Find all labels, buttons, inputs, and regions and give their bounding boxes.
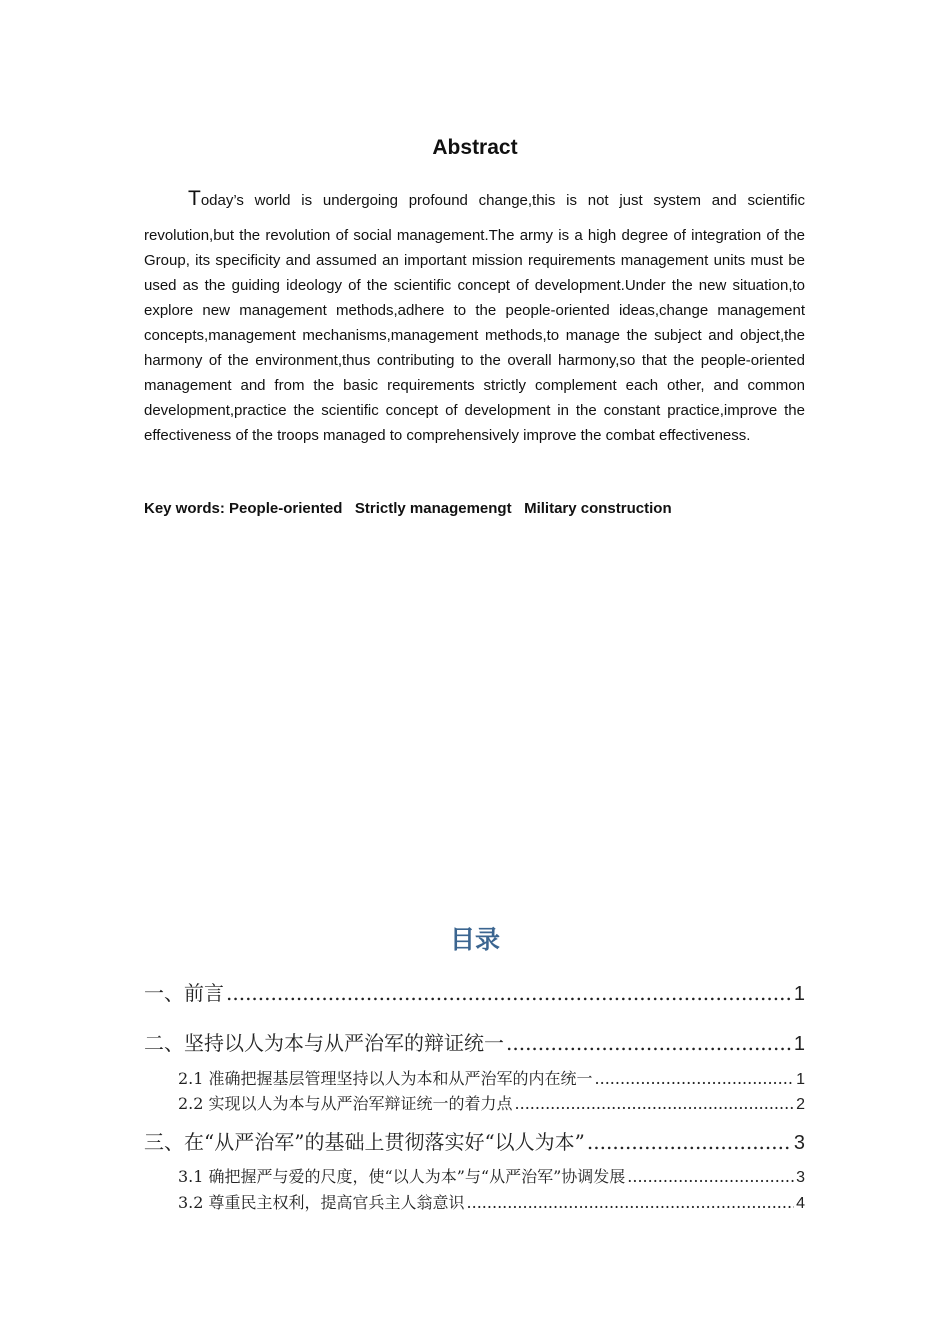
toc-leader-dots <box>467 1193 795 1212</box>
toc-entry-section-2-2[interactable] <box>178 1091 805 1114</box>
toc-leader-dots <box>506 1031 792 1055</box>
toc-title: 目录 <box>449 925 500 954</box>
toc-page-number: 4 <box>796 1195 805 1212</box>
toc-leader-dots <box>587 1130 792 1154</box>
toc-entry-section-2[interactable] <box>144 1027 805 1056</box>
abstract-first-line <box>144 186 805 213</box>
abstract-title: Abstract <box>432 136 518 159</box>
toc-page-number: 1 <box>796 1071 805 1088</box>
toc-entry-text: 3.2 尊重民主权利，提高官兵主人翁意识 <box>178 1193 465 1212</box>
toc-entry-section-3-1[interactable] <box>178 1164 805 1187</box>
toc-entry-preface[interactable] <box>144 977 805 1006</box>
keywords: Key words: People-oriented Strictly managemengt Military construction <box>144 500 672 517</box>
toc-leader-dots <box>627 1167 794 1186</box>
toc-entry-text: 2.2 实现以人为本与从严治军辩证统一的着力点 <box>178 1094 513 1113</box>
toc-entry-text: 一、前言 <box>144 981 224 1005</box>
toc-page-number: 2 <box>796 1096 805 1113</box>
toc-entry-text: 二、坚持以人为本与从严治军的辩证统一 <box>144 1031 504 1055</box>
toc-page-number: 3 <box>793 1132 805 1154</box>
toc-page-number: 3 <box>796 1169 805 1186</box>
abstract-drop-letter: T <box>188 187 201 210</box>
abstract-body <box>144 186 805 448</box>
toc-page-number: 1 <box>793 1033 805 1055</box>
toc-entry-text: 3.1 确把握严与爱的尺度，使“以人为本”与“从严治军”协调发展 <box>178 1167 626 1186</box>
toc-entry-section-2-1[interactable] <box>178 1066 805 1089</box>
toc-entry-text: 三、在“从严治军”的基础上贯彻落实好“以人为本” <box>144 1130 585 1154</box>
toc-entry-section-3[interactable] <box>144 1126 805 1155</box>
abstract-first-line-text: oday’s world is undergoing profound change,this is not just system and scientific <box>200 192 805 209</box>
abstract-paragraph: revolution,but the revolution of social management.The army is a high degree of integration of the Group, its specificity and assumed an important mission requirements management units must be used as the guiding ideology of the scientific concept of development.Under the new situation,to explore new management methods,adhere to the people-oriented ideas,change management concepts,management mechanisms,management methods,to manage the subject and object,the harmony of the environment,thus contributing to the overall harmony,so that the people-oriented management and from the basic requirements strictly complement each other, and common development,practice the scientific concept of development in the constant practice,improve the effectiveness of the troops managed to comprehensively improve the combat effectiveness. <box>144 227 805 444</box>
toc-entry-text: 2.1 准确把握基层管理坚持以人为本和从严治军的内在统一 <box>178 1069 593 1088</box>
toc-leader-dots <box>515 1094 795 1113</box>
toc-leader-dots <box>595 1069 795 1088</box>
toc-entry-section-3-2[interactable] <box>178 1190 805 1213</box>
toc-page-number: 1 <box>793 983 805 1005</box>
toc-leader-dots <box>226 981 792 1005</box>
